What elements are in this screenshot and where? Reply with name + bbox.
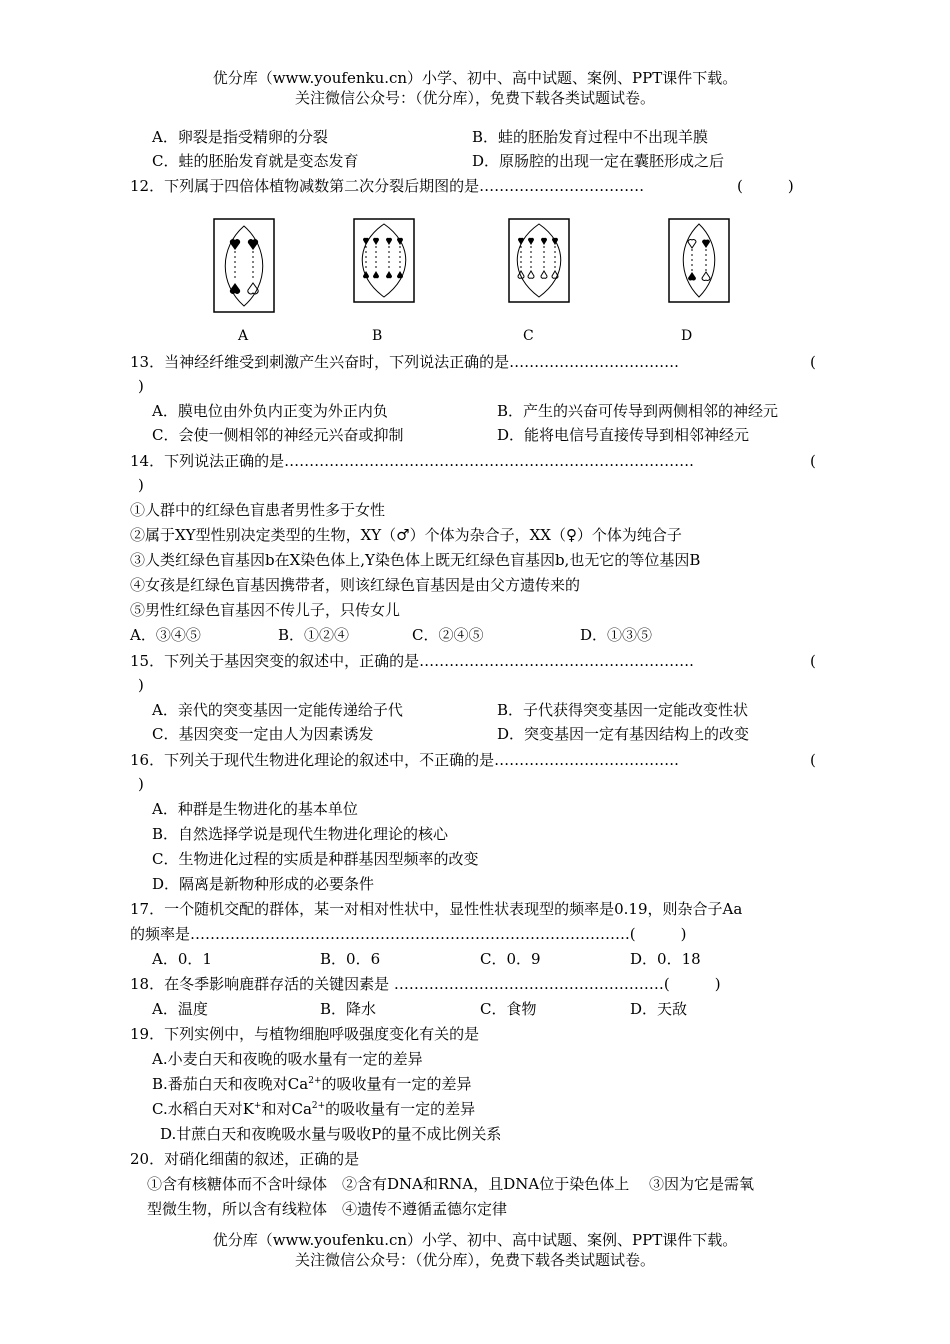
- figure-label-c: C: [523, 328, 534, 344]
- q16-option-c: C．生物进化过程的实质是种群基因型频率的改变: [152, 850, 479, 868]
- q20-statements-line-2: 型微生物，所以含有线粒体 ④遗传不遵循孟德尔定律: [147, 1200, 508, 1218]
- figure-label-a: A: [238, 328, 249, 344]
- q17-stem-line-1: 17．一个随机交配的群体，某一对相对性状中，显性性状表现型的频率是0.19，则杂合子Aa: [130, 900, 743, 918]
- q13-option-a: A．膜电位由外负内正变为外正内负: [152, 402, 388, 420]
- q14-paren-close: ): [138, 476, 144, 494]
- q15-option-b: B．子代获得突变基因一定能改变性状: [497, 701, 749, 719]
- q12-stem: 12．下列属于四倍体植物减数第二次分裂后期图的是……………………………: [130, 177, 645, 195]
- q16-option-d: D．隔离是新物种形成的必要条件: [152, 875, 375, 893]
- q18-option-d: D．天敌: [630, 1000, 688, 1018]
- q19-option-b-post: 的吸收量有一定的差异: [321, 1075, 472, 1093]
- q14-statement-1: ①人群中的红绿色盲患者男性多于女性: [130, 501, 386, 519]
- figure-d-cell-diagram: [668, 218, 730, 303]
- q13-stem: 13．当神经纤维受到刺激产生兴奋时，下列说法正确的是…………………………….: [130, 353, 679, 371]
- q17-stem-line-2: 的频率是…………………………………………………………………………….( ): [130, 925, 687, 943]
- figure-label-d: D: [681, 328, 693, 344]
- q16-option-a: A．种群是生物进化的基本单位: [152, 800, 358, 818]
- figure-c-cell-diagram: [508, 218, 570, 303]
- q18-option-a: A．温度: [152, 1000, 208, 1018]
- q11-option-a: A．卵裂是指受精卵的分裂: [152, 128, 328, 146]
- q16-option-b: B．自然选择学说是现代生物进化理论的核心: [152, 825, 449, 843]
- q11-option-c: C．蛙的胚胎发育就是变态发育: [152, 152, 359, 170]
- q19-option-a: A.小麦白天和夜晚的吸水量有一定的差异: [152, 1050, 423, 1068]
- q20-statements-line-1: ①含有核糖体而不含叶绿体 ②含有DNA和RNA，且DNA位于染色体上 ③因为它是需氧: [147, 1175, 754, 1193]
- q16-stem: 16．下列关于现代生物进化理论的叙述中，不正确的是……………………………….: [130, 751, 679, 769]
- q14-statement-5: ⑤男性红绿色盲基因不传儿子，只传女儿: [130, 601, 401, 619]
- q14-option-c: C．②④⑤: [412, 626, 484, 644]
- q19-option-c-post: 的吸收量有一定的差异: [325, 1100, 476, 1118]
- q14-option-a: A．③④⑤: [130, 626, 201, 644]
- q14-statement-4: ④女孩是红绿色盲基因携带者，则该红绿色盲基因是由父方遗传来的: [130, 576, 581, 594]
- q15-option-d: D．突变基因一定有基因结构上的改变: [497, 725, 750, 743]
- q15-stem: 15．下列关于基因突变的叙述中，正确的是……………………………………………….: [130, 652, 694, 670]
- q13-option-c: C．会使一侧相邻的神经元兴奋或抑制: [152, 426, 404, 444]
- q12-answer-paren: ( ): [737, 177, 794, 195]
- q19-option-d: D.甘蔗白天和夜晚吸水量与吸收P的量不成比例关系: [160, 1125, 502, 1143]
- q19-option-b: [152, 1074, 472, 1094]
- header-line-1: 优分库（www.youfenku.cn）小学、初中、高中试题、案例、PPT课件下载。: [212, 69, 738, 87]
- q13-option-b: B．产生的兴奋可传导到两侧相邻的神经元: [497, 402, 779, 420]
- q16-paren-open: (: [810, 751, 816, 769]
- q18-option-c: C．食物: [480, 1000, 537, 1018]
- header-line-2: 关注微信公众号：（优分库），免费下载各类试题试卷。: [294, 89, 655, 107]
- q13-paren-close: ): [138, 377, 144, 395]
- figure-a-cell-diagram: [213, 218, 275, 313]
- q17-option-a: A．0．1: [152, 950, 212, 968]
- figure-label-b: B: [372, 328, 383, 344]
- q11-option-d: D．原肠腔的出现一定在囊胚形成之后: [472, 152, 725, 170]
- footer-line-1: 优分库（www.youfenku.cn）小学、初中、高中试题、案例、PPT课件下载。: [212, 1231, 738, 1249]
- q19-option-b-sup: 2+: [308, 1076, 322, 1086]
- q20-stem: 20．对硝化细菌的叙述，正确的是: [130, 1150, 360, 1168]
- q17-option-d: D．0．18: [630, 950, 701, 968]
- q19-option-c-sup-1: +: [253, 1101, 262, 1111]
- q19-option-c-mid: 和对Ca: [261, 1100, 312, 1118]
- q15-option-c: C．基因突变一定由人为因素诱发: [152, 725, 374, 743]
- q18-option-b: B．降水: [320, 1000, 377, 1018]
- figure-b-cell-diagram: [353, 218, 415, 303]
- q17-option-b: B．0．6: [320, 950, 381, 968]
- q14-statement-2: ②属于XY型性别决定类型的生物，XY（♂）个体为杂合子，XX（♀）个体为纯合子: [130, 526, 682, 544]
- q19-option-b-pre: B.番茄白天和夜晚对Ca: [152, 1075, 309, 1093]
- q17-option-c: C．0．9: [480, 950, 541, 968]
- q15-option-a: A．亲代的突变基因一定能传递给子代: [152, 701, 403, 719]
- q19-option-c-pre: C.水稻白天对K: [152, 1100, 254, 1118]
- q14-statement-3: ③人类红绿色盲基因b在X染色体上,Y染色体上既无红绿色盲基因b,也无它的等位基因B: [130, 551, 701, 569]
- q15-paren-close: ): [138, 676, 144, 694]
- q15-paren-open: (: [810, 652, 816, 670]
- q16-paren-close: ): [138, 775, 144, 793]
- q14-stem: 14．下列说法正确的是……………………………………………………………………….: [130, 452, 694, 470]
- q13-paren-open: (: [810, 353, 816, 371]
- q14-option-d: D．①③⑤: [580, 626, 653, 644]
- q18-stem: 18．在冬季影响鹿群存活的关键因素是 ………………………………………………( ): [130, 975, 721, 993]
- q19-option-c-sup-2: 2+: [311, 1101, 326, 1111]
- q19-option-c: [152, 1099, 475, 1119]
- q14-paren-open: (: [810, 452, 816, 470]
- q19-stem: 19．下列实例中，与植物细胞呼吸强度变化有关的是: [130, 1025, 480, 1043]
- q14-option-b: B．①②④: [278, 626, 350, 644]
- q13-option-d: D．能将电信号直接传导到相邻神经元: [497, 426, 750, 444]
- q11-option-b: B．蛙的胚胎发育过程中不出现羊膜: [472, 128, 709, 146]
- footer-line-2: 关注微信公众号：（优分库），免费下载各类试题试卷。: [294, 1251, 655, 1269]
